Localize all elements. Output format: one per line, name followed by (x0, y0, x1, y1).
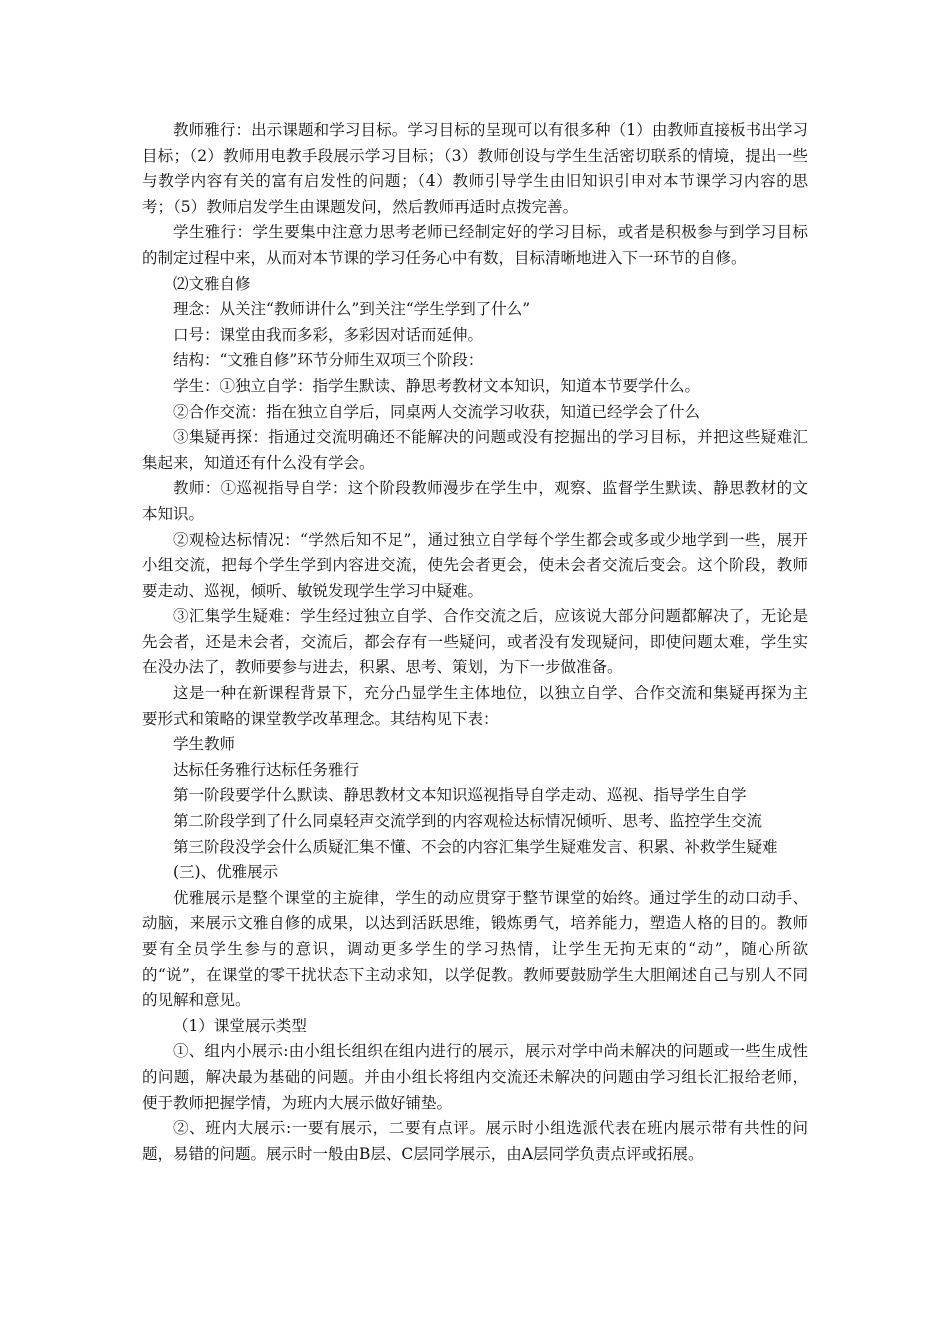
table-subheader-row: 达标任务雅行达标任务雅行 (173, 760, 360, 779)
paragraph-teacher-conduct-goals: 教师雅行：出示课题和学习目标。学习目标的呈现可以有很多种（1）由教师直接板书出学习目标；（2）教师用电教手段展示学习目标；（3）教师创设与学生生活密切联系的情境，提出一些与教学内容有关的富有启发性的问题；（4）教师引导学生由旧知识引申对本节课学习内容的思考；（5）教师启发学生由课题发问，然后教师再适时点拨完善。 (142, 121, 808, 216)
table-header-row: 学生教师 (173, 735, 236, 754)
paragraph-teacher-check-standards: ②观检达标情况：“学然后知不足”，通过独立自学每个学生都会或多或少地学到一些，展开小组交流，把每个学生学到内容进交流，使先会者更会，使未会者交流后变会。这个阶段，教师要走动、巡视，倾听、敏锐发现学生学习中疑难。 (142, 530, 808, 600)
paragraph-concept: 理念：从关注“教师讲什么”到关注“学生学到了什么” (173, 300, 531, 319)
paragraph-student-independent-study: 学生：①独立自学：指学生默读、静思考教材文本知识，知道本节要学什么。 (173, 376, 701, 395)
paragraph-group-presentation: ①、组内小展示:由小组长组织在组内进行的展示，展示对学中尚未解决的问题或一些生成性的问题，解决最为基础的问题。并由小组长将组内交流还未解决的问题由学习组长汇报给老师，便于教师把握学情，为班内大展示做好铺垫。 (142, 1042, 808, 1112)
paragraph-presentation-intro: 优雅展示是整个课堂的主旋律，学生的动应贯穿于整节课堂的始终。通过学生的动口动手、动脑，来展示文雅自修的成果，以达到活跃思维，锻炼勇气，培养能力，塑造人格的目的。教师要有全员学生参与的意识，调动更多学生的学习热情，让学生无拘无束的“动”，随心所欲的“说”，在课堂的零干扰状态下主动求知，以学促教。教师要鼓励学生大胆阐述自己与别人不同的见解和意见。 (142, 888, 808, 1010)
paragraph-teacher-patrol: 教师：①巡视指导自学：这个阶段教师漫步在学生中，观察、监督学生默读、静思教材的文本知识。 (142, 479, 808, 523)
paragraph-teacher-collect-doubts: ③汇集学生疑难：学生经过独立自学、合作交流之后，应该说大部分问题都解决了，无论是先会者，还是未会者，交流后，都会存有一些疑问，或者没有发现疑问，即使问题太难，学生实在没办法了，教师要参与进去，积累、思考、策划，为下一步做准备。 (142, 607, 808, 677)
paragraph-student-conduct-goals: 学生雅行：学生要集中注意力思考老师已经制定好的学习目标，或者是积极参与到学习目标的制定过程中来，从而对本节课的学习任务心中有数，目标清晰地进入下一环节的自修。 (142, 223, 808, 267)
paragraph-class-presentation: ②、班内大展示:一要有展示，二要有点评。展示时小组选派代表在班内展示带有共性的问题，易错的问题。展示时一般由B层、C层同学展示，由A层同学负责点评或拓展。 (142, 1119, 808, 1163)
paragraph-slogan: 口号：课堂由我而多彩，多彩因对话而延伸。 (173, 325, 484, 344)
paragraph-summary: 这是一种在新课程背景下，充分凸显学生主体地位，以独立自学、合作交流和集疑再探为主要形式和策略的课堂教学改革理念。其结构见下表： (142, 684, 808, 728)
table-row-stage-3: 第三阶段没学会什么质疑汇集不懂、不会的内容汇集学生疑难发言、积累、补救学生疑难 (173, 837, 778, 856)
paragraph-structure: 结构：“文雅自修”环节分师生双项三个阶段： (173, 351, 484, 370)
paragraph-student-cooperation: ②合作交流：指在独立自学后，同桌两人交流学习收获，知道已经学会了什么 (173, 402, 701, 421)
section-heading-presentation: (三)、优雅展示 (173, 863, 279, 882)
table-row-stage-1: 第一阶段要学什么默读、静思教材文本知识巡视指导自学走动、巡视、指导学生自学 (173, 786, 747, 805)
document-page (142, 118, 808, 1167)
table-row-stage-2: 第二阶段学到了什么同桌轻声交流学到的内容观检达标情况倾听、思考、监控学生交流 (173, 812, 763, 831)
paragraph-student-collect-doubts: ③集疑再探：指通过交流明确还不能解决的问题或没有挖掘出的学习目标，并把这些疑难汇集起来，知道还有什么没有学会。 (142, 428, 808, 472)
subheading-presentation-types: （1）课堂展示类型 (173, 1016, 307, 1035)
section-heading-self-study: ⑵文雅自修 (173, 274, 251, 293)
